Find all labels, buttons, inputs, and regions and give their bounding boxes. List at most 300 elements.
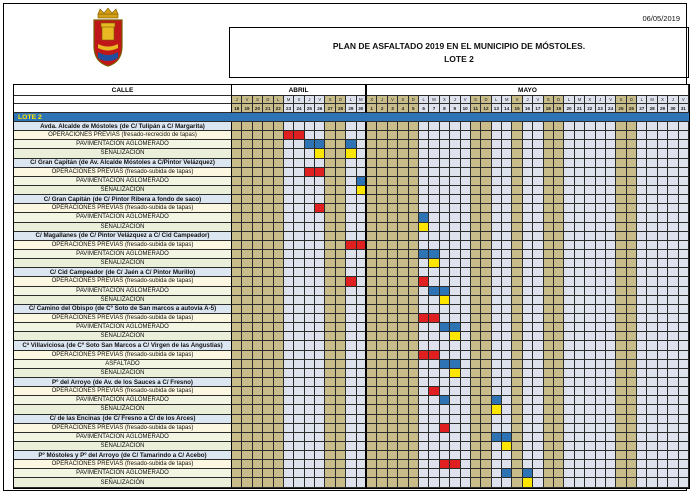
schedule-cell	[616, 149, 626, 158]
schedule-cell	[325, 387, 335, 396]
schedule-cell	[523, 296, 533, 305]
schedule-cell	[596, 186, 606, 195]
schedule-cell	[481, 250, 491, 259]
schedule-cell	[512, 405, 522, 414]
schedule-cell	[242, 351, 252, 360]
schedule-cell	[398, 360, 408, 369]
schedule-cell	[481, 168, 491, 177]
schedule-cell	[523, 387, 533, 396]
day-number: 23	[284, 104, 294, 113]
schedule-cell	[232, 360, 242, 369]
schedule-cell	[575, 341, 585, 350]
street-name: Pº Móstoles y Pº del Arroyo (de C/ Tamarindo a C/ Acebo)	[14, 451, 232, 460]
schedule-cell	[647, 250, 657, 259]
schedule-cell	[419, 232, 429, 241]
schedule-cell	[357, 213, 367, 222]
schedule-cell	[429, 131, 439, 140]
schedule-cell	[492, 469, 502, 478]
schedule-cell	[367, 405, 377, 414]
schedule-cell	[367, 140, 377, 149]
schedule-cell	[596, 204, 606, 213]
schedule-cell	[409, 296, 419, 305]
schedule-cell	[346, 122, 356, 131]
schedule-cell	[647, 451, 657, 460]
task-label: PAVIMENTACIÓN AGLOMERADO	[14, 396, 232, 405]
schedule-cell	[585, 478, 595, 487]
schedule-cell	[263, 122, 273, 131]
schedule-cell	[637, 314, 647, 323]
schedule-cell	[274, 131, 284, 140]
schedule-cell	[668, 195, 678, 204]
schedule-cell	[668, 469, 678, 478]
task-row	[14, 149, 689, 158]
schedule-cell	[398, 460, 408, 469]
schedule-cell	[596, 424, 606, 433]
schedule-cell	[419, 323, 429, 332]
schedule-cell	[502, 478, 512, 487]
schedule-cell-filled	[450, 360, 460, 369]
schedule-cell	[450, 433, 460, 442]
schedule-cell	[502, 296, 512, 305]
street-group-header-row	[14, 378, 689, 387]
schedule-cell	[398, 378, 408, 387]
schedule-cell	[461, 268, 471, 277]
schedule-cell	[616, 332, 626, 341]
schedule-cell	[554, 369, 564, 378]
schedule-cell	[357, 460, 367, 469]
schedule-cell	[637, 204, 647, 213]
schedule-cell	[668, 296, 678, 305]
schedule-cell	[585, 387, 595, 396]
schedule-cell	[502, 405, 512, 414]
schedule-cell	[263, 360, 273, 369]
schedule-cell	[388, 433, 398, 442]
weekday-letter: L	[419, 96, 429, 104]
schedule-cell	[294, 469, 304, 478]
schedule-cell	[242, 305, 252, 314]
schedule-cell	[377, 223, 387, 232]
schedule-cell	[544, 195, 554, 204]
schedule-cell	[294, 351, 304, 360]
task-label: SEÑALIZACIÓN	[14, 332, 232, 341]
schedule-cell	[461, 405, 471, 414]
schedule-cell	[419, 149, 429, 158]
schedule-cell	[668, 186, 678, 195]
schedule-cell	[492, 250, 502, 259]
schedule-cell	[450, 424, 460, 433]
schedule-cell	[492, 204, 502, 213]
schedule-cell	[325, 177, 335, 186]
weekday-letter: S	[325, 96, 335, 104]
schedule-cell	[554, 360, 564, 369]
day-number: 22	[585, 104, 595, 113]
schedule-cell	[564, 415, 574, 424]
schedule-cell	[388, 323, 398, 332]
schedule-cell	[647, 223, 657, 232]
schedule-cell	[357, 323, 367, 332]
schedule-cell	[253, 396, 263, 405]
schedule-cell	[336, 287, 346, 296]
schedule-cell	[502, 351, 512, 360]
schedule-cell	[367, 451, 377, 460]
day-number: 29	[346, 104, 356, 113]
schedule-cell	[377, 396, 387, 405]
schedule-cell	[388, 223, 398, 232]
schedule-cell	[315, 387, 325, 396]
schedule-cell	[564, 469, 574, 478]
schedule-cell	[450, 277, 460, 286]
schedule-cell	[481, 204, 491, 213]
schedule-cell	[377, 424, 387, 433]
schedule-cell	[668, 232, 678, 241]
schedule-cell	[357, 250, 367, 259]
schedule-cell	[523, 424, 533, 433]
schedule-cell	[637, 405, 647, 414]
schedule-cell	[668, 305, 678, 314]
schedule-cell	[305, 424, 315, 433]
schedule-cell	[585, 223, 595, 232]
schedule-cell	[284, 451, 294, 460]
schedule-cell	[575, 287, 585, 296]
schedule-cell	[481, 360, 491, 369]
task-label: OPERACIONES PREVIAS (fresado-subida de tapas)	[14, 460, 232, 469]
schedule-cell	[658, 149, 668, 158]
schedule-cell	[461, 305, 471, 314]
schedule-cell	[263, 405, 273, 414]
schedule-cell	[585, 332, 595, 341]
schedule-cell	[450, 415, 460, 424]
schedule-cell	[419, 341, 429, 350]
schedule-cell	[398, 149, 408, 158]
schedule-cell	[242, 204, 252, 213]
schedule-cell	[502, 378, 512, 387]
schedule-cell	[263, 305, 273, 314]
schedule-cell	[367, 396, 377, 405]
schedule-cell	[367, 213, 377, 222]
schedule-cell	[274, 387, 284, 396]
schedule-cell	[637, 424, 647, 433]
schedule-cell	[679, 168, 689, 177]
schedule-cell	[627, 451, 637, 460]
schedule-cell	[564, 405, 574, 414]
schedule-cell	[658, 332, 668, 341]
schedule-cell	[647, 469, 657, 478]
schedule-cell	[419, 360, 429, 369]
schedule-cell	[461, 122, 471, 131]
calendar-weekday-row	[14, 96, 689, 104]
schedule-cell	[533, 478, 543, 487]
schedule-cell	[377, 442, 387, 451]
schedule-cell	[502, 140, 512, 149]
schedule-cell	[481, 131, 491, 140]
schedule-cell	[346, 250, 356, 259]
schedule-cell	[263, 469, 273, 478]
schedule-cell	[575, 478, 585, 487]
schedule-cell	[637, 351, 647, 360]
schedule-cell	[606, 131, 616, 140]
schedule-cell	[585, 460, 595, 469]
schedule-cell	[512, 149, 522, 158]
schedule-cell	[544, 213, 554, 222]
schedule-cell	[429, 451, 439, 460]
schedule-cell	[305, 277, 315, 286]
schedule-cell	[242, 360, 252, 369]
schedule-cell	[429, 168, 439, 177]
schedule-cell	[398, 323, 408, 332]
schedule-cell	[274, 332, 284, 341]
schedule-cell	[668, 168, 678, 177]
schedule-cell	[409, 387, 419, 396]
schedule-cell	[398, 168, 408, 177]
schedule-cell	[492, 287, 502, 296]
schedule-cell	[336, 140, 346, 149]
schedule-cell	[616, 168, 626, 177]
schedule-cell	[616, 177, 626, 186]
schedule-cell	[523, 177, 533, 186]
schedule-cell	[398, 287, 408, 296]
schedule-cell	[533, 213, 543, 222]
schedule-cell	[596, 149, 606, 158]
schedule-cell	[627, 122, 637, 131]
schedule-cell	[263, 332, 273, 341]
schedule-cell	[512, 460, 522, 469]
street-group-header-row	[14, 232, 689, 241]
schedule-cell	[461, 195, 471, 204]
schedule-cell	[554, 424, 564, 433]
weekday-letter: D	[409, 96, 419, 104]
schedule-cell	[512, 442, 522, 451]
schedule-cell	[481, 369, 491, 378]
schedule-cell	[346, 405, 356, 414]
schedule-cell	[554, 405, 564, 414]
schedule-cell	[492, 277, 502, 286]
schedule-cell	[575, 204, 585, 213]
schedule-cell	[274, 424, 284, 433]
schedule-cell	[575, 405, 585, 414]
schedule-cell	[377, 268, 387, 277]
schedule-cell	[367, 387, 377, 396]
schedule-cell	[409, 469, 419, 478]
schedule-cell	[585, 232, 595, 241]
schedule-cell	[554, 387, 564, 396]
schedule-cell	[575, 360, 585, 369]
schedule-cell	[596, 314, 606, 323]
schedule-cell	[492, 186, 502, 195]
schedule-cell	[616, 415, 626, 424]
schedule-cell	[440, 122, 450, 131]
schedule-cell	[647, 433, 657, 442]
schedule-cell	[336, 195, 346, 204]
schedule-cell	[616, 195, 626, 204]
schedule-cell	[398, 415, 408, 424]
schedule-cell	[398, 305, 408, 314]
schedule-cell	[647, 332, 657, 341]
schedule-cell	[544, 396, 554, 405]
schedule-cell	[461, 259, 471, 268]
schedule-cell	[429, 223, 439, 232]
schedule-cell	[492, 168, 502, 177]
schedule-cell	[533, 149, 543, 158]
schedule-cell	[419, 478, 429, 487]
schedule-cell	[377, 305, 387, 314]
day-number: 19	[242, 104, 252, 113]
schedule-cell	[294, 442, 304, 451]
schedule-cell	[492, 415, 502, 424]
schedule-cell	[305, 268, 315, 277]
schedule-cell	[658, 314, 668, 323]
schedule-cell-filled	[492, 405, 502, 414]
schedule-cell	[232, 259, 242, 268]
schedule-cell	[325, 149, 335, 158]
schedule-cell	[398, 332, 408, 341]
schedule-cell	[284, 305, 294, 314]
schedule-cell	[294, 241, 304, 250]
schedule-cell	[647, 341, 657, 350]
schedule-cell	[616, 433, 626, 442]
schedule-cell	[523, 332, 533, 341]
weekday-letter: J	[668, 96, 678, 104]
weekday-letter: L	[346, 96, 356, 104]
schedule-cell	[294, 305, 304, 314]
schedule-cell	[627, 168, 637, 177]
schedule-cell	[232, 378, 242, 387]
schedule-cell	[284, 296, 294, 305]
schedule-cell	[440, 314, 450, 323]
schedule-cell	[357, 296, 367, 305]
schedule-cell	[616, 478, 626, 487]
schedule-cell	[585, 149, 595, 158]
schedule-cell	[377, 159, 387, 168]
schedule-cell	[357, 387, 367, 396]
schedule-cell	[596, 323, 606, 332]
schedule-cell	[367, 250, 377, 259]
schedule-cell	[533, 232, 543, 241]
schedule-cell	[512, 195, 522, 204]
schedule-cell	[325, 341, 335, 350]
schedule-cell	[336, 296, 346, 305]
schedule-cell	[419, 387, 429, 396]
schedule-cell	[253, 424, 263, 433]
schedule-cell	[668, 351, 678, 360]
schedule-cell	[575, 378, 585, 387]
schedule-cell	[419, 122, 429, 131]
schedule-cell	[554, 131, 564, 140]
schedule-cell	[367, 478, 377, 487]
schedule-cell	[481, 351, 491, 360]
schedule-cell	[627, 478, 637, 487]
schedule-cell	[606, 204, 616, 213]
schedule-cell	[637, 478, 647, 487]
schedule-cell	[533, 442, 543, 451]
schedule-cell	[357, 360, 367, 369]
schedule-cell	[315, 232, 325, 241]
schedule-cell	[533, 168, 543, 177]
schedule-cell	[242, 332, 252, 341]
schedule-cell	[668, 415, 678, 424]
schedule-cell	[263, 232, 273, 241]
schedule-cell	[284, 241, 294, 250]
schedule-cell-filled	[346, 140, 356, 149]
schedule-cell	[315, 213, 325, 222]
schedule-cell	[668, 213, 678, 222]
schedule-cell	[284, 351, 294, 360]
day-number: 10	[461, 104, 471, 113]
task-row	[14, 168, 689, 177]
schedule-cell	[481, 213, 491, 222]
schedule-cell	[242, 195, 252, 204]
schedule-cell-filled	[357, 241, 367, 250]
schedule-cell	[305, 341, 315, 350]
schedule-cell	[481, 277, 491, 286]
schedule-cell	[637, 460, 647, 469]
schedule-cell	[627, 287, 637, 296]
schedule-cell	[346, 469, 356, 478]
schedule-cell	[409, 122, 419, 131]
schedule-cell	[253, 369, 263, 378]
schedule-cell	[325, 287, 335, 296]
schedule-cell	[367, 131, 377, 140]
schedule-cell	[512, 323, 522, 332]
schedule-cell	[305, 323, 315, 332]
schedule-cell	[647, 360, 657, 369]
schedule-cell	[274, 241, 284, 250]
schedule-cell	[471, 424, 481, 433]
schedule-cell	[481, 195, 491, 204]
schedule-cell	[377, 149, 387, 158]
schedule-cell	[637, 131, 647, 140]
schedule-cell	[274, 378, 284, 387]
schedule-cell	[242, 433, 252, 442]
schedule-cell	[305, 360, 315, 369]
schedule-cell	[575, 332, 585, 341]
task-row	[14, 204, 689, 213]
schedule-cell	[585, 177, 595, 186]
schedule-cell	[377, 360, 387, 369]
schedule-cell	[274, 405, 284, 414]
schedule-cell	[492, 159, 502, 168]
schedule-cell	[658, 378, 668, 387]
schedule-cell	[388, 268, 398, 277]
schedule-cell	[450, 314, 460, 323]
schedule-cell	[377, 296, 387, 305]
schedule-cell	[471, 195, 481, 204]
schedule-cell	[679, 287, 689, 296]
schedule-cell	[502, 360, 512, 369]
schedule-cell	[346, 442, 356, 451]
schedule-cell	[263, 241, 273, 250]
task-label: PAVIMENTACIÓN AGLOMERADO	[14, 213, 232, 222]
schedule-cell	[606, 369, 616, 378]
schedule-cell	[367, 433, 377, 442]
schedule-cell	[440, 213, 450, 222]
schedule-cell	[367, 149, 377, 158]
schedule-cell-filled	[523, 469, 533, 478]
weekday-letter: S	[471, 96, 481, 104]
schedule-cell	[461, 186, 471, 195]
schedule-cell-filled	[315, 168, 325, 177]
schedule-cell	[512, 186, 522, 195]
schedule-cell	[533, 195, 543, 204]
schedule-cell	[305, 405, 315, 414]
schedule-cell	[596, 122, 606, 131]
schedule-cell	[305, 159, 315, 168]
schedule-cell	[554, 204, 564, 213]
schedule-cell	[606, 140, 616, 149]
weekday-letter: J	[596, 96, 606, 104]
schedule-cell	[481, 442, 491, 451]
day-number: 1	[367, 104, 377, 113]
schedule-cell	[409, 323, 419, 332]
